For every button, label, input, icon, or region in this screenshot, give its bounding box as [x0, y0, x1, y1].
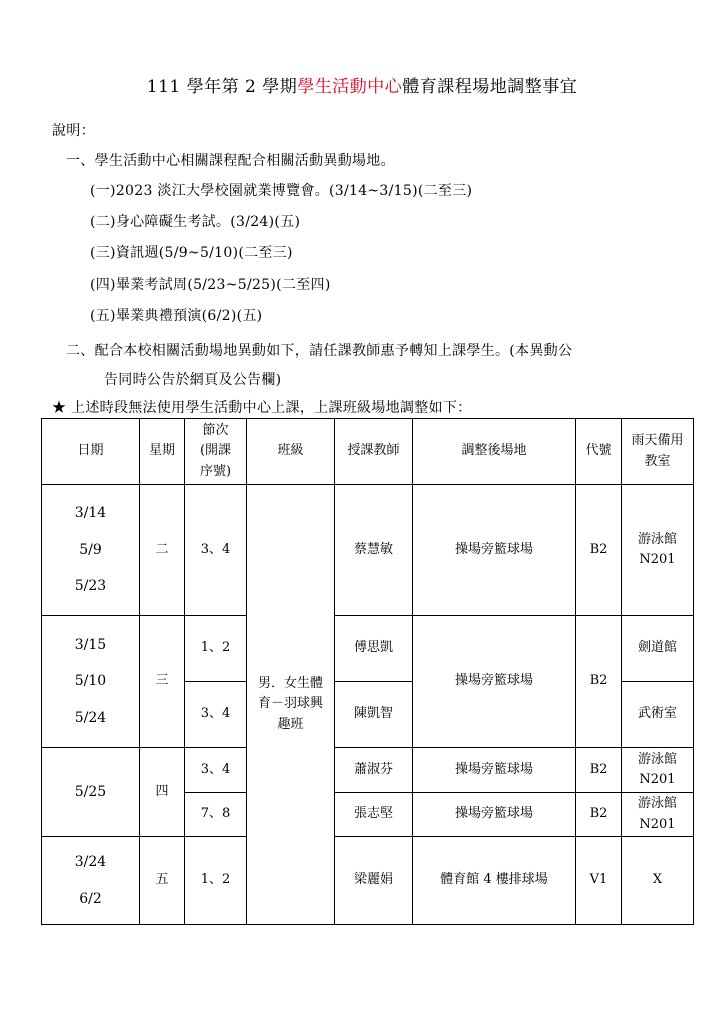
venue-cell: 體育館 4 樓排球場 — [413, 837, 576, 925]
class-name-line: 育－羽球興 — [257, 696, 323, 712]
section2-line1: 二、配合本校相關活動場地異動如下，請任課教師惠予轉知上課學生。(本異動公 — [66, 343, 573, 359]
header-rain-line: 雨天備用 — [631, 433, 684, 449]
class-name-line: 趣班 — [277, 716, 304, 732]
weekday-cell: 五 — [140, 837, 185, 925]
rain-room-line: 游泳館 — [637, 796, 677, 812]
period-cell: 3、4 — [185, 485, 247, 616]
teacher-cell: 陳凱智 — [335, 682, 413, 748]
teacher-cell: 傅思凱 — [335, 616, 413, 682]
header-period-line: 節次 — [202, 423, 229, 439]
date-value: 3/24 — [74, 854, 107, 871]
table-row — [42, 616, 694, 682]
rain-room-line: 游泳館 — [637, 751, 677, 767]
section1-item: (二)身心障礙生考試。(3/24)(五) — [90, 214, 301, 230]
date-value: 5/9 — [79, 541, 102, 558]
date-cell — [42, 837, 140, 925]
table-header-row — [42, 419, 694, 485]
period-cell: 7、8 — [185, 793, 247, 837]
header-period — [185, 419, 247, 485]
class-name-cell — [247, 485, 335, 925]
teacher-cell: 梁麗娟 — [335, 837, 413, 925]
venue-cell: 操場旁籃球場 — [413, 748, 576, 793]
schedule-table — [41, 418, 694, 925]
header-venue: 調整後場地 — [413, 419, 576, 485]
rain-room-cell — [622, 793, 694, 837]
date-value: 3/14 — [74, 505, 107, 522]
rain-room-cell: 武術室 — [622, 682, 694, 748]
date-cell: 5/25 — [42, 748, 140, 837]
date-value: 3/15 — [74, 636, 107, 653]
date-cell — [42, 485, 140, 616]
table-row — [42, 748, 694, 793]
rain-room-line: 游泳館 — [637, 531, 677, 547]
date-cell — [42, 616, 140, 748]
header-weekday: 星期 — [140, 419, 185, 485]
venue-cell: 操場旁籃球場 — [413, 616, 576, 748]
code-cell: V1 — [576, 837, 622, 925]
header-code: 代號 — [576, 419, 622, 485]
rain-room-line: N201 — [639, 552, 676, 567]
section2-line2: 告同時公告於網頁及公告欄) — [104, 372, 282, 388]
header-class: 班級 — [247, 419, 335, 485]
rain-room-cell — [622, 748, 694, 793]
rain-room-cell: 劍道館 — [622, 616, 694, 682]
code-cell: B2 — [576, 485, 622, 616]
title-highlight: 學生活動中心 — [297, 77, 403, 97]
section1-item: (五)畢業典禮預演(6/2)(五) — [90, 308, 263, 324]
header-rain-line: 教室 — [644, 453, 671, 469]
header-date: 日期 — [42, 419, 140, 485]
period-cell: 1、2 — [185, 837, 247, 925]
date-value: 5/23 — [74, 578, 107, 595]
date-value: 5/10 — [74, 673, 107, 690]
section1-item: (三)資訊週(5/9~5/10)(二至三) — [90, 245, 293, 261]
rain-room-line: N201 — [639, 772, 676, 787]
date-value: 6/2 — [79, 890, 102, 907]
section1-item: (四)畢業考試周(5/23~5/25)(二至四) — [90, 277, 331, 293]
star-note: ★ 上述時段無法使用學生活動中心上課，上課班級場地調整如下： — [52, 400, 472, 416]
header-teacher: 授課教師 — [335, 419, 413, 485]
period-cell: 3、4 — [185, 748, 247, 793]
section1-heading: 一、學生活動中心相關課程配合相關活動異動場地。 — [66, 153, 395, 169]
header-rain-room — [622, 419, 694, 485]
header-period-line: 序號) — [199, 463, 232, 479]
class-name-line: 男．女生體 — [257, 676, 323, 692]
venue-cell: 操場旁籃球場 — [413, 793, 576, 837]
period-cell: 1、2 — [185, 616, 247, 682]
code-cell: B2 — [576, 793, 622, 837]
code-cell: B2 — [576, 616, 622, 748]
title-prefix: 111 學年第 2 學期 — [146, 77, 298, 97]
table-row — [42, 485, 694, 616]
document-title — [0, 72, 724, 97]
teacher-cell: 蕭淑芬 — [335, 748, 413, 793]
title-suffix: 體育課程場地調整事宜 — [402, 77, 578, 97]
date-value: 5/24 — [74, 709, 107, 726]
code-cell: B2 — [576, 748, 622, 793]
header-period-line: (開課 — [199, 443, 232, 459]
weekday-cell: 二 — [140, 485, 185, 616]
weekday-cell: 三 — [140, 616, 185, 748]
teacher-cell: 張志堅 — [335, 793, 413, 837]
rain-room-line: N201 — [639, 816, 676, 832]
section1-item: (一)2023 淡江大學校園就業博覽會。(3/14~3/15)(二至三) — [90, 183, 473, 199]
venue-cell: 操場旁籃球場 — [413, 485, 576, 616]
period-cell: 3、4 — [185, 682, 247, 748]
table-row — [42, 837, 694, 925]
explain-label: 說明： — [52, 123, 95, 139]
rain-room-cell — [622, 485, 694, 616]
teacher-cell: 蔡慧敏 — [335, 485, 413, 616]
weekday-cell: 四 — [140, 748, 185, 837]
rain-room-cell: X — [622, 837, 694, 925]
